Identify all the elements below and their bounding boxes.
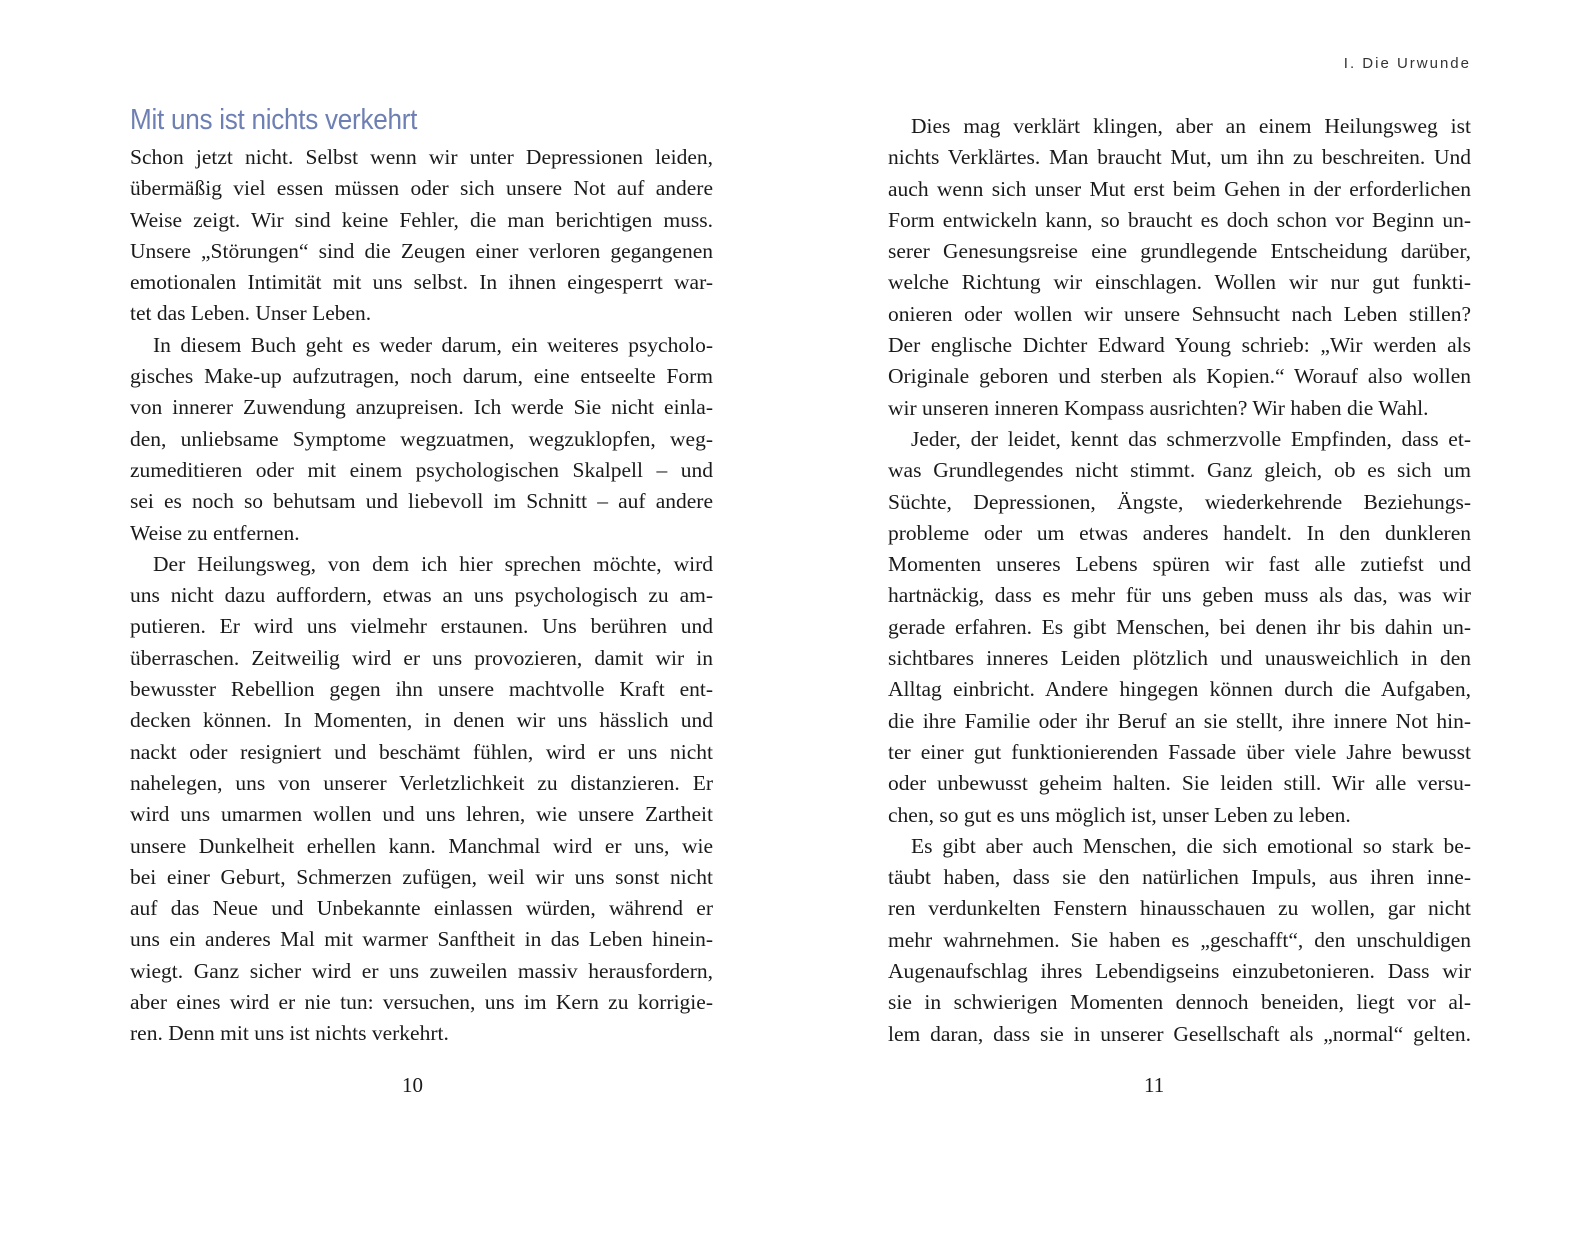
- text-line: Weise zeigt. Wir sind keine Fehler, die man berichtigen muss.: [130, 207, 713, 232]
- text-line: übermäßig viel essen müssen oder sich unsere Not auf andere: [130, 176, 713, 201]
- text-line: Der Heilungsweg, von dem ich hier sprechen möchte, wird: [153, 551, 713, 576]
- text-line: von innerer Zuwendung anzupreisen. Ich werde Sie nicht einla-: [130, 395, 713, 420]
- text-line: unsere Dunkelheit erhellen kann. Manchmal wird er uns, wie: [130, 833, 713, 858]
- right-page-body: [888, 111, 1471, 1050]
- text-line: oder unbewusst geheim halten. Sie leiden still. Wir alle versu-: [888, 771, 1471, 796]
- text-line: bewusster Rebellion gegen ihn unsere machtvolle Kraft ent-: [130, 677, 713, 702]
- text-line: mehr wahrnehmen. Sie haben es „geschafft“, den unschuldigen: [888, 927, 1471, 952]
- text-line: chen, so gut es uns möglich ist, unser Leben zu leben.: [888, 802, 1351, 827]
- text-line: zumeditieren oder mit einem psychologischen Skalpell – und: [130, 457, 713, 482]
- text-line: putieren. Er wird uns vielmehr erstaunen. Uns berühren und: [130, 614, 713, 639]
- text-line: welche Richtung wir einschlagen. Wollen wir nur gut funkti-: [888, 270, 1471, 295]
- text-line: die ihre Familie oder ihr Beruf an sie stellt, ihre innere Not hin-: [888, 708, 1471, 733]
- text-line: wir unseren inneren Kompass ausrichten? Wir haben die Wahl.: [888, 395, 1429, 420]
- text-line: Augenaufschlag ihres Lebendigseins einzubetonieren. Dass wir: [888, 959, 1471, 984]
- text-line: uns nicht dazu auffordern, etwas an uns psychologisch zu am-: [130, 583, 713, 608]
- text-line: tet das Leben. Unser Leben.: [130, 301, 372, 326]
- text-line: was Grundlegendes nicht stimmt. Ganz gleich, ob es sich um: [888, 458, 1471, 483]
- text-line: wiegt. Ganz sicher wird er uns zuweilen massiv herausfordern,: [130, 958, 713, 983]
- text-line: Süchte, Depressionen, Ängste, wiederkehrende Beziehungs-: [888, 489, 1471, 514]
- text-line: Momenten unseres Lebens spüren wir fast alle zutiefst und: [888, 552, 1471, 577]
- text-line: Schon jetzt nicht. Selbst wenn wir unter Depressionen leiden,: [130, 145, 713, 169]
- text-line: Der englische Dichter Edward Young schrieb: „Wir werden als: [888, 333, 1471, 358]
- text-line: emotionalen Intimität mit uns selbst. In ihnen eingesperrt war-: [130, 270, 713, 295]
- text-line: täubt haben, dass sie den natürlichen Impuls, aus ihren inne-: [888, 865, 1471, 890]
- text-line: nichts Verklärtes. Man braucht Mut, um ihn zu beschreiten. Und: [888, 145, 1471, 170]
- page-number-right: 11: [1144, 1073, 1165, 1097]
- text-line: Originale geboren und sterben als Kopien.“ Worauf also wollen: [888, 364, 1471, 389]
- text-line: In diesem Buch geht es weder darum, ein weiteres psycholo-: [153, 332, 713, 357]
- text-line: Alltag einbricht. Andere hingegen können durch die Aufgaben,: [888, 677, 1471, 702]
- left-page: [130, 0, 713, 1240]
- text-line: ren verdunkelten Fenstern hinausschauen zu wollen, gar nicht: [888, 896, 1471, 921]
- right-page: [888, 0, 1471, 1240]
- text-line: Es gibt aber auch Menschen, die sich emotional so stark be-: [911, 833, 1471, 858]
- text-line: sei es noch so behutsam und liebevoll im Schnitt – auf andere: [130, 489, 713, 514]
- text-line: hartnäckig, dass es mehr für uns geben muss als das, was wir: [888, 583, 1471, 608]
- text-line: serer Genesungsreise eine grundlegende Entscheidung darüber,: [888, 239, 1471, 264]
- text-line: überraschen. Zeitweilig wird er uns provozieren, damit wir in: [130, 645, 713, 670]
- text-line: Weise zu entfernen.: [130, 520, 300, 545]
- text-line: Jeder, der leidet, kennt das schmerzvolle Empfinden, dass et-: [911, 426, 1471, 451]
- text-line: bei einer Geburt, Schmerzen zufügen, weil wir uns sonst nicht: [130, 864, 713, 889]
- section-title: Mit uns ist nichts verkehrt: [130, 104, 418, 136]
- text-line: sichtbares inneres Leiden plötzlich und unausweichlich in den: [888, 646, 1471, 671]
- text-line: den, unliebsame Symptome wegzuatmen, wegzuklopfen, weg-: [130, 426, 713, 451]
- text-line: wird uns umarmen wollen und uns lehren, wie unsere Zartheit: [130, 802, 713, 827]
- text-line: ter einer gut funktionierenden Fassade über viele Jahre bewusst: [888, 739, 1471, 764]
- page-number-left: 10: [402, 1073, 423, 1097]
- text-line: auf das Neue und Unbekannte einlassen würden, während er: [130, 896, 713, 921]
- text-line: gisches Make-up aufzutragen, noch darum, eine entseelte Form: [130, 364, 713, 389]
- text-line: decken können. In Momenten, in denen wir uns hässlich und: [130, 708, 713, 733]
- text-line: aber eines wird er nie tun: versuchen, uns im Kern zu korrigie-: [130, 990, 713, 1015]
- text-line: Unsere „Störungen“ sind die Zeugen einer verloren gegangenen: [130, 238, 713, 263]
- text-line: lem daran, dass sie in unserer Gesellschaft als „normal“ gelten.: [888, 1021, 1471, 1046]
- text-line: ren. Denn mit uns ist nichts verkehrt.: [130, 1021, 449, 1046]
- text-line: nahelegen, uns von unserer Verletzlichkeit zu distanzieren. Er: [130, 770, 713, 795]
- text-line: uns ein anderes Mal mit warmer Sanftheit in das Leben hinein-: [130, 927, 713, 952]
- text-line: probleme oder um etwas anderes handelt. In den dunkleren: [888, 520, 1471, 545]
- text-line: Dies mag verklärt klingen, aber an einem Heilungsweg ist: [911, 114, 1471, 138]
- text-line: Form entwickeln kann, so braucht es doch schon vor Beginn un-: [888, 207, 1471, 232]
- text-line: nackt oder resigniert und beschämt fühlen, wird er uns nicht: [130, 739, 713, 764]
- text-line: sie in schwierigen Momenten dennoch beneiden, liegt vor al-: [888, 990, 1471, 1015]
- running-head: I. Die Urwunde: [1343, 55, 1471, 72]
- text-line: gerade erfahren. Es gibt Menschen, bei denen ihr bis dahin un-: [888, 614, 1471, 639]
- text-line: auch wenn sich unser Mut erst beim Gehen in der erforderlichen: [888, 176, 1471, 201]
- left-page-body: [130, 142, 713, 1050]
- text-line: onieren oder wollen wir unsere Sehnsucht nach Leben stillen?: [888, 301, 1471, 326]
